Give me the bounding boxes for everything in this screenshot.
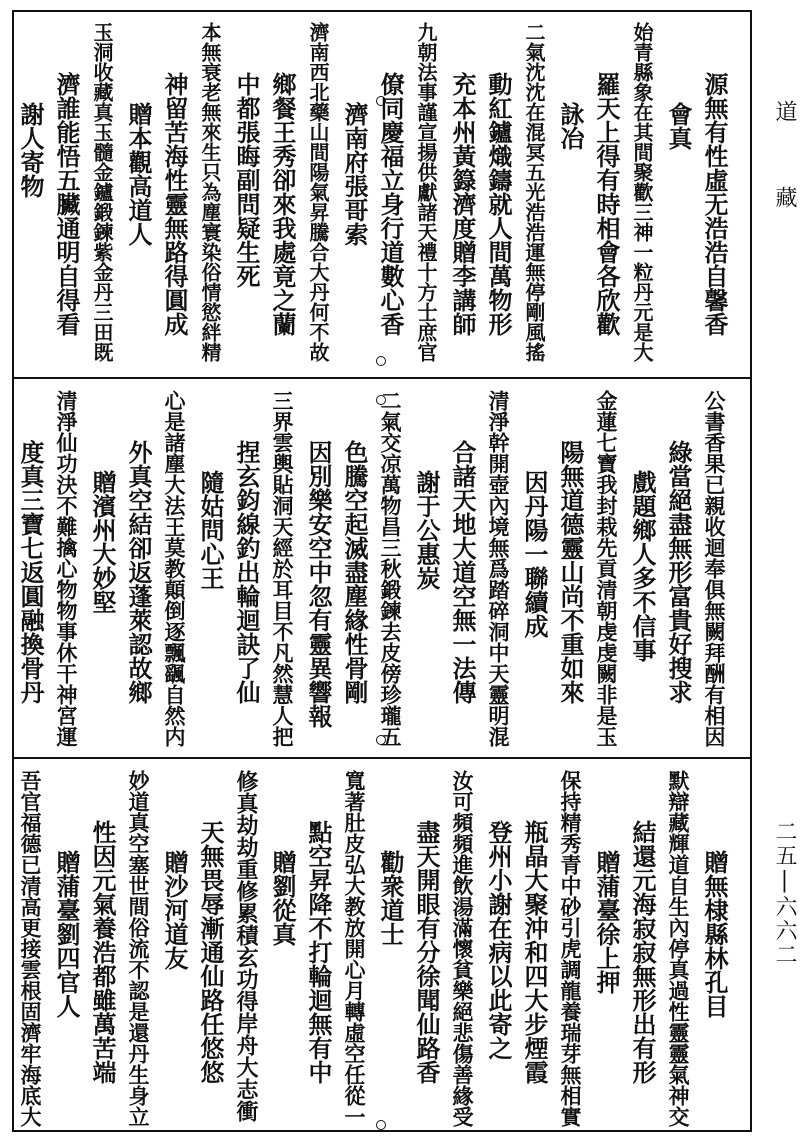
text-column: 羅天上得有時相會各欣歡 [592, 72, 621, 336]
circle-mark-icon [376, 395, 386, 405]
text-column: 金蓮七寶我封栽先貢清朝虔虔闕非是玉 [594, 390, 619, 747]
text-column: 因別樂安空中忽有靈異響報 [304, 440, 333, 728]
text-column: 盡天開眼有分徐聞仙路香 [412, 820, 441, 1084]
text-column: 色騰空起滅盡塵緣性骨剛 [340, 440, 369, 704]
page-number: 二五|六六二 [772, 820, 797, 967]
text-column: 修真劫劫重修累積玄功得岸舟大志衝 [233, 770, 259, 1122]
panel-divider-2 [12, 757, 752, 759]
text-column: 天無畏辱漸通仙路任悠悠 [196, 820, 225, 1084]
text-column: 動紅鑪熾鑄就人間萬物形 [484, 72, 513, 336]
text-column: 隨姑問心王 [196, 470, 225, 590]
circle-mark-icon [376, 356, 386, 366]
text-column: 濟南西北藥山間陽氣昇騰合大丹何不故 [306, 22, 330, 362]
text-column: 僚同慶福立身行道數心香 [376, 72, 405, 336]
text-column: 妙道真空塞世間俗流不認是還丹生身立 [126, 770, 151, 1127]
text-column: 二氣交凉萬物昌三秋鍛鍊去皮傍珍瓏五 [378, 390, 403, 747]
text-column: 三界雲輿貼洞天經於耳目不凡然慧人把 [270, 390, 295, 747]
text-column: 謝于公惠炭 [412, 470, 441, 590]
circle-mark-icon [376, 735, 386, 745]
text-column: 心是諸塵大法王莫教顛倒逐飄颻自然内 [162, 390, 187, 747]
text-column: 詠冶 [556, 102, 585, 150]
text-column: 度真三寶七返圓融換骨丹 [16, 440, 45, 704]
text-column: 合諸天地大道空無一法傳 [448, 440, 477, 704]
text-column: 謝人寄物 [16, 102, 45, 198]
text-column: 戲題鄉人多不信事 [628, 470, 657, 662]
circle-mark-icon [376, 96, 386, 106]
text-column: 贈劉從真 [268, 850, 297, 946]
text-column: 始青縣象在其間聚歡三神一粒丹元是大 [630, 22, 654, 362]
text-column: 贈本觀高道人 [124, 102, 153, 246]
text-column: 登州小謝在病以此寄之 [484, 820, 513, 1060]
book-title: 道藏 [772, 100, 797, 272]
text-column: 九朝法事謹宣揚供獻諸天禮十方士庶官 [414, 22, 438, 362]
text-column: 本無衰老無來生只為塵寰染俗情慾絆精 [198, 22, 222, 362]
text-column: 神留苦海性靈無路得圓成 [160, 72, 189, 336]
text-column: 點空昇降不打輪迴無有中 [304, 820, 333, 1084]
text-column: 因丹陽一聯續成 [520, 470, 549, 638]
text-column: 源無有性虛无浩浩自馨香 [700, 72, 729, 336]
text-column: 濟誰能悟五臟通明自得看 [52, 72, 81, 336]
text-column: 綠當絕盡無形富貴好搜求 [664, 440, 693, 704]
text-column: 外真空結卻返蓬萊認故鄉 [124, 440, 153, 704]
text-column: 充本州黃籙濟度贈李講師 [448, 72, 477, 336]
text-column: 濟南府張哥索 [340, 102, 369, 246]
text-column: 清淨仙功決不難擒心物物事休干神宮運 [54, 390, 79, 747]
text-column: 贈濱州大妙堅 [88, 470, 117, 614]
text-column: 性因元氣養浩都雖萬苦端 [88, 820, 117, 1084]
text-column: 會真 [664, 102, 693, 150]
text-column: 寬著肚皮弘大教放開心月轉虛空任從一 [342, 770, 367, 1127]
text-column: 清淨幹開壺內境無爲踏碎洞中天靈明混 [486, 390, 511, 747]
circle-mark-icon [376, 1120, 386, 1130]
text-column: 贈蒲臺徐上押 [592, 850, 621, 994]
text-column: 陽無道德靈山尚不重如來 [556, 440, 585, 704]
text-column: 默辯藏輝道自生內停真過性靈靈氣神交 [666, 770, 691, 1127]
text-column: 贈蒲臺劉四官人 [52, 850, 81, 1018]
text-column: 汝可頻頻進飲湯滿懷貧樂絕悲傷善緣受 [450, 770, 475, 1127]
text-column: 公書香果已親收迴奉俱無闕拜酬有相因 [702, 390, 727, 747]
text-column: 勸衆道士 [376, 850, 405, 946]
text-column: 結還元海寂寂無形出有形 [628, 820, 657, 1084]
text-column: 贈沙河道友 [160, 850, 189, 970]
text-column: 贈無棣縣林孔目 [700, 850, 729, 1018]
text-column: 玉洞收藏真玉髓金鑪鍛鍊紫金丹三田既 [90, 22, 114, 362]
text-column: 二氣沈沈在混冥五光浩浩運無停剛風搖 [522, 22, 546, 362]
text-column: 保持精秀青中砂引虎調龍養瑞芽無相實 [558, 770, 583, 1127]
text-column: 鄉餐王秀卻來我處竟之蘭 [268, 72, 297, 336]
text-column: 吾官福德已清高更接雲根固濟牢海底大 [18, 770, 43, 1127]
text-column: 中都張晦副問疑生死 [232, 72, 261, 288]
text-column: 捏玄鈞線釣出輪迴訣了仙 [232, 440, 261, 704]
panel-divider-1 [12, 377, 752, 379]
text-column: 瓶晶大聚沖和四大步煙霞 [520, 820, 549, 1084]
